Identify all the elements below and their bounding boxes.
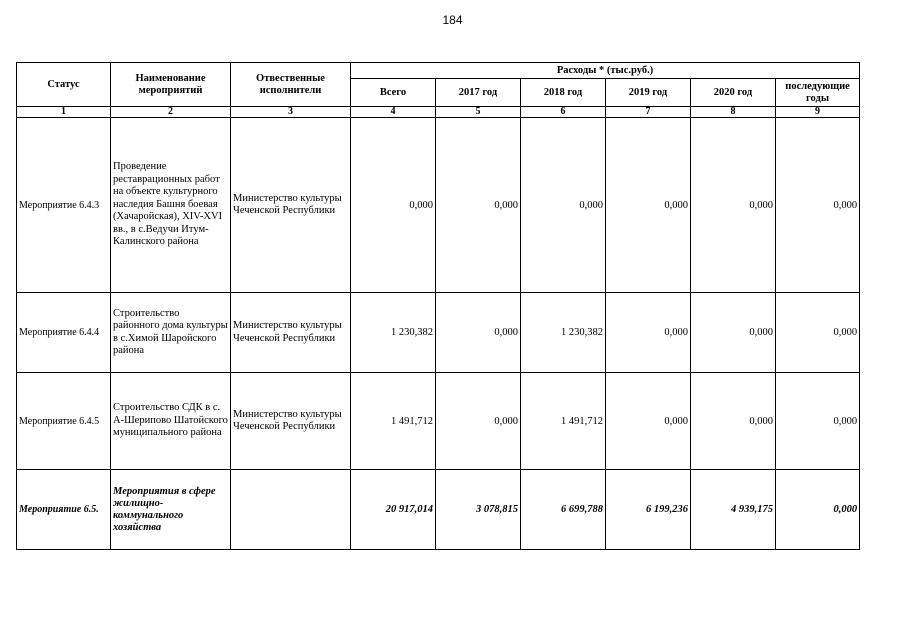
- header-name: Наименование мероприятий: [111, 63, 231, 107]
- row-2020: 4 939,175: [691, 470, 776, 550]
- row-2018: 1 230,382: [521, 293, 606, 373]
- row-2017: 0,000: [436, 293, 521, 373]
- row-responsible: Министерство культуры Чеченской Республики: [231, 118, 351, 293]
- row-later: 0,000: [776, 470, 860, 550]
- column-number: 2: [111, 107, 231, 118]
- table-row-total: [17, 470, 860, 550]
- row-2019: 0,000: [606, 373, 691, 470]
- column-number: 9: [776, 107, 860, 118]
- row-2020: 0,000: [691, 118, 776, 293]
- row-responsible: [231, 470, 351, 550]
- expenses-table: [16, 62, 860, 550]
- row-2017: 0,000: [436, 118, 521, 293]
- header-total: Всего: [351, 79, 436, 107]
- header-2018: 2018 год: [521, 79, 606, 107]
- row-2017: 0,000: [436, 373, 521, 470]
- column-number: 4: [351, 107, 436, 118]
- column-number: 5: [436, 107, 521, 118]
- row-status: Мероприятие 6.5.: [17, 470, 111, 550]
- row-name: Строительство СДК в с. А-Шерипово Шатойского муниципального района: [111, 373, 231, 470]
- row-2018: 6 699,788: [521, 470, 606, 550]
- row-name: Проведение реставрационных работ на объекте культурного наследия Башня боевая (Хачаройская), XIV-XVI вв., в с.Ведучи Итум-Калинского района: [111, 118, 231, 293]
- header-later: последующие годы: [776, 79, 860, 107]
- row-2017: 3 078,815: [436, 470, 521, 550]
- header-status: Статус: [17, 63, 111, 107]
- row-later: 0,000: [776, 373, 860, 470]
- row-2019: 0,000: [606, 118, 691, 293]
- row-status: Мероприятие 6.4.4: [17, 293, 111, 373]
- row-2018: 1 491,712: [521, 373, 606, 470]
- page-number: 184: [442, 13, 463, 27]
- row-later: 0,000: [776, 118, 860, 293]
- row-name: Строительство районного дома культуры в с.Химой Шаройского района: [111, 293, 231, 373]
- row-total: 1 491,712: [351, 373, 436, 470]
- header-2019: 2019 год: [606, 79, 691, 107]
- row-status: Мероприятие 6.4.5: [17, 373, 111, 470]
- row-responsible: Министерство культуры Чеченской Республики: [231, 293, 351, 373]
- row-2020: 0,000: [691, 293, 776, 373]
- column-number: 3: [231, 107, 351, 118]
- row-2020: 0,000: [691, 373, 776, 470]
- table-row: [17, 118, 860, 293]
- row-2019: 0,000: [606, 293, 691, 373]
- row-2018: 0,000: [521, 118, 606, 293]
- row-name: Мероприятия в сфере жилищно-коммунального хозяйства: [111, 470, 231, 550]
- column-number-row: [17, 107, 860, 118]
- row-status: Мероприятие 6.4.3: [17, 118, 111, 293]
- table-row: [17, 293, 860, 373]
- row-total: 20 917,014: [351, 470, 436, 550]
- row-2019: 6 199,236: [606, 470, 691, 550]
- column-number: 1: [17, 107, 111, 118]
- header-2017: 2017 год: [436, 79, 521, 107]
- row-total: 1 230,382: [351, 293, 436, 373]
- header-2020: 2020 год: [691, 79, 776, 107]
- column-number: 6: [521, 107, 606, 118]
- column-number: 8: [691, 107, 776, 118]
- table-row: [17, 373, 860, 470]
- row-responsible: Министерство культуры Чеченской Республики: [231, 373, 351, 470]
- header-responsible: Отвественные исполнители: [231, 63, 351, 107]
- row-total: 0,000: [351, 118, 436, 293]
- row-later: 0,000: [776, 293, 860, 373]
- header-expenses: Расходы * (тыс.руб.): [351, 63, 860, 79]
- column-number: 7: [606, 107, 691, 118]
